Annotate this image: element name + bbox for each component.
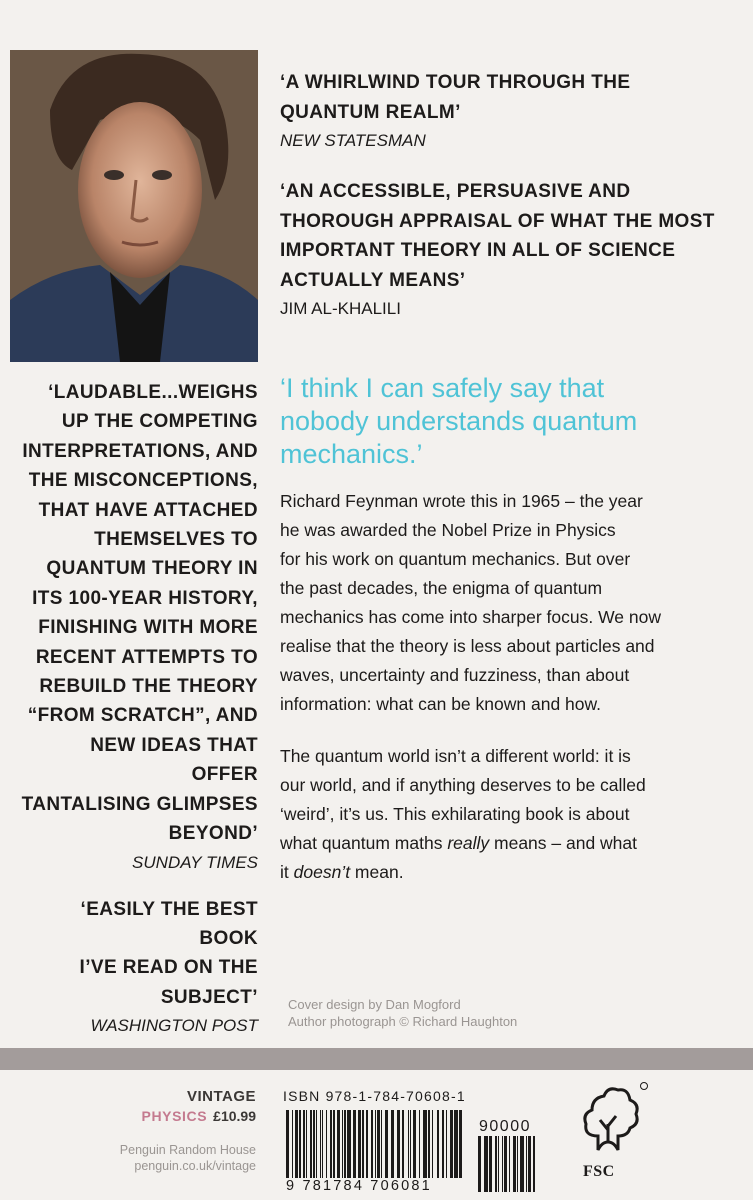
barcode-bar [520, 1136, 524, 1192]
quote-line: ‘EASILY THE BEST BOOK [80, 898, 258, 949]
left-review-quotes [20, 378, 258, 1058]
blurb-paragraph-1 [280, 487, 725, 719]
blurb-line [280, 858, 725, 887]
blurb-line: the past decades, the enigma of quantum [280, 578, 603, 598]
isbn-label: ISBN 978-1-784-70608-1 [283, 1088, 466, 1104]
barcode-bar [419, 1110, 420, 1178]
quote-line: ‘A WHIRLWIND TOUR THROUGH THE [280, 72, 631, 93]
barcode-bar [410, 1110, 411, 1178]
barcode-bar [446, 1110, 447, 1178]
blurb-line: he was awarded the Nobel Prize in Physics [280, 520, 616, 540]
barcode-bar [292, 1110, 293, 1178]
author-photo [10, 50, 258, 362]
review-quote [280, 68, 730, 153]
barcode-bar [366, 1110, 368, 1178]
quote-line: QUANTUM THEORY IN [46, 558, 258, 580]
blurb-line [280, 829, 725, 858]
barcode-bar [423, 1110, 427, 1178]
barcode-bar [344, 1110, 346, 1178]
feynman-quote-line: nobody understands quantum [280, 406, 638, 436]
barcode-bar [408, 1110, 409, 1178]
barcode-bar [347, 1110, 351, 1178]
barcode-bar [517, 1136, 518, 1192]
quote-line: RECENT ATTEMPTS TO [35, 646, 258, 668]
feynman-quote [280, 372, 720, 471]
quote-source: WASHINGTON POST [90, 1016, 258, 1036]
quote-line: I’VE READ ON THE [79, 957, 258, 979]
barcode-bar [413, 1110, 416, 1178]
barcode-bar [299, 1110, 301, 1178]
subject-price-row [20, 1108, 256, 1124]
quote-line: ITS 100-YEAR HISTORY, [32, 587, 258, 609]
barcode-bar [313, 1110, 315, 1178]
blurb-line: ‘weird’, it’s us. This exhilarating book is about [280, 804, 630, 824]
subject-category: PHYSICS [141, 1108, 208, 1124]
barcode-bar [330, 1110, 332, 1178]
barcode-bar [316, 1110, 317, 1178]
barcode-bar [391, 1110, 394, 1178]
quote-line: BEYOND’ [168, 823, 258, 845]
barcode-bar [306, 1110, 307, 1178]
barcode-bar [371, 1110, 373, 1178]
barcode-bar [533, 1136, 535, 1192]
cover-credits [288, 996, 688, 1030]
blurb-line: waves, uncertainty and fuzziness, than about [280, 665, 630, 685]
quote-line: THE MISCONCEPTIONS, [28, 470, 258, 492]
barcode-addon-number: 90000 [479, 1118, 531, 1135]
barcode-bar [484, 1136, 488, 1192]
barcode-bar [377, 1110, 380, 1178]
credit-line: Cover design by Dan Mogford [288, 997, 461, 1012]
barcode-bar [504, 1136, 507, 1192]
barcode-bar [402, 1110, 404, 1178]
blurb-line: mechanics has come into sharper focus. We now [280, 607, 661, 627]
barcode-bar [502, 1136, 503, 1192]
blurb-text: it [280, 862, 294, 882]
blurb-text: means – and what [489, 833, 638, 853]
quote-line: UP THE COMPETING [61, 411, 258, 433]
barcode-bar [353, 1110, 356, 1178]
imprint-name: VINTAGE [186, 1088, 256, 1105]
barcode-bar [310, 1110, 312, 1178]
barcode-addon-icon [478, 1136, 536, 1192]
barcode-bar [295, 1110, 298, 1178]
quote-line: QUANTUM REALM’ [280, 101, 461, 123]
right-review-quotes [280, 68, 730, 345]
review-quote [20, 378, 258, 875]
barcode-bar [342, 1110, 343, 1178]
quote-line: ‘AN ACCESSIBLE, PERSUASIVE AND [280, 181, 631, 202]
quote-line: ACTUALLY MEANS’ [280, 269, 466, 291]
barcode-bar [358, 1110, 361, 1178]
blurb-line: for his work on quantum mechanics. But over [280, 549, 631, 569]
barcode-bar [326, 1110, 327, 1178]
blurb-line: information: what can be known and how. [280, 694, 602, 714]
feynman-quote-line: mechanics.’ [280, 439, 423, 469]
barcode-bar [333, 1110, 335, 1178]
barcode-bar [513, 1136, 516, 1192]
blurb-paragraph-2 [280, 742, 725, 887]
barcode-bar [489, 1136, 492, 1192]
blurb-line: realise that the theory is less about particles and [280, 636, 655, 656]
blurb-line: our world, and if anything deserves to be called [280, 775, 646, 795]
barcode-bar [450, 1110, 453, 1178]
barcode-bar [442, 1110, 444, 1178]
quote-line: TANTALISING GLIMPSES [21, 793, 258, 815]
publisher-info [20, 1088, 256, 1174]
blurb-text: mean. [350, 862, 404, 882]
barcode-bar [385, 1110, 388, 1178]
fsc-label: FSC [583, 1163, 615, 1180]
barcode-bar [286, 1110, 289, 1178]
publisher-house-name: Penguin Random House [119, 1143, 256, 1157]
publisher-url: penguin.co.uk/vintage [134, 1159, 256, 1173]
quote-line: INTERPRETATIONS, AND [22, 440, 258, 462]
blurb-emphasis: doesn’t [293, 862, 351, 882]
quote-line: IMPORTANT THEORY IN ALL OF SCIENCE [280, 240, 676, 261]
barcode-bar [498, 1136, 499, 1192]
barcode-bar [509, 1136, 510, 1192]
price: £10.99 [213, 1108, 256, 1124]
quote-line: THEMSELVES TO [94, 529, 258, 551]
barcode-bar [397, 1110, 400, 1178]
credit-line: Author photograph © Richard Haughton [288, 1014, 518, 1029]
quote-line: FINISHING WITH MORE [38, 617, 258, 639]
barcode-bar [375, 1110, 376, 1178]
barcode-bar [337, 1110, 340, 1178]
quote-line: THAT HAVE ATTACHED [38, 499, 258, 521]
barcode-bar [526, 1136, 527, 1192]
barcode-bar [320, 1110, 321, 1178]
quote-source: JIM AL-KHALILI [280, 299, 401, 318]
barcode-bar [437, 1110, 439, 1178]
barcode-bar [454, 1110, 458, 1178]
review-quote [20, 895, 258, 1039]
quote-line: REBUILD THE THEORY [39, 676, 258, 698]
quote-source: NEW STATESMAN [280, 131, 426, 150]
barcode-bar [381, 1110, 382, 1178]
blurb-text: what quantum maths [280, 833, 448, 853]
barcode-bar [478, 1136, 481, 1192]
blurb-line: Richard Feynman wrote this in 1965 – the year [280, 491, 643, 511]
barcode-digits: 9 781784 706081 [286, 1178, 432, 1194]
barcode-bar [362, 1110, 364, 1178]
barcode-bar [432, 1110, 433, 1178]
feynman-quote-line: ‘I think I can safely say that [280, 373, 605, 403]
divider-band [0, 1048, 753, 1070]
publisher-house [20, 1142, 256, 1174]
blurb-line: The quantum world isn’t a different world: it is [280, 746, 631, 766]
quote-line: THOROUGH APPRAISAL OF WHAT THE MOST [280, 210, 715, 232]
barcode-bar [428, 1110, 430, 1178]
review-quote [280, 177, 730, 321]
quote-source: SUNDAY TIMES [132, 852, 258, 872]
barcode-icon [286, 1110, 464, 1178]
quote-line: SUBJECT’ [160, 986, 258, 1008]
blurb-emphasis: really [447, 833, 490, 853]
barcode-bar [459, 1110, 462, 1178]
barcode-bar [528, 1136, 531, 1192]
quote-line: NEW IDEAS THAT OFFER [90, 734, 258, 786]
barcode-bar [303, 1110, 305, 1178]
barcode-bar [322, 1110, 323, 1178]
quote-line: ‘LAUDABLE...WEIGHS [48, 382, 258, 403]
barcode-bar [495, 1136, 497, 1192]
quote-line: “FROM SCRATCH”, AND [27, 705, 258, 727]
author-portrait-image [10, 50, 258, 362]
